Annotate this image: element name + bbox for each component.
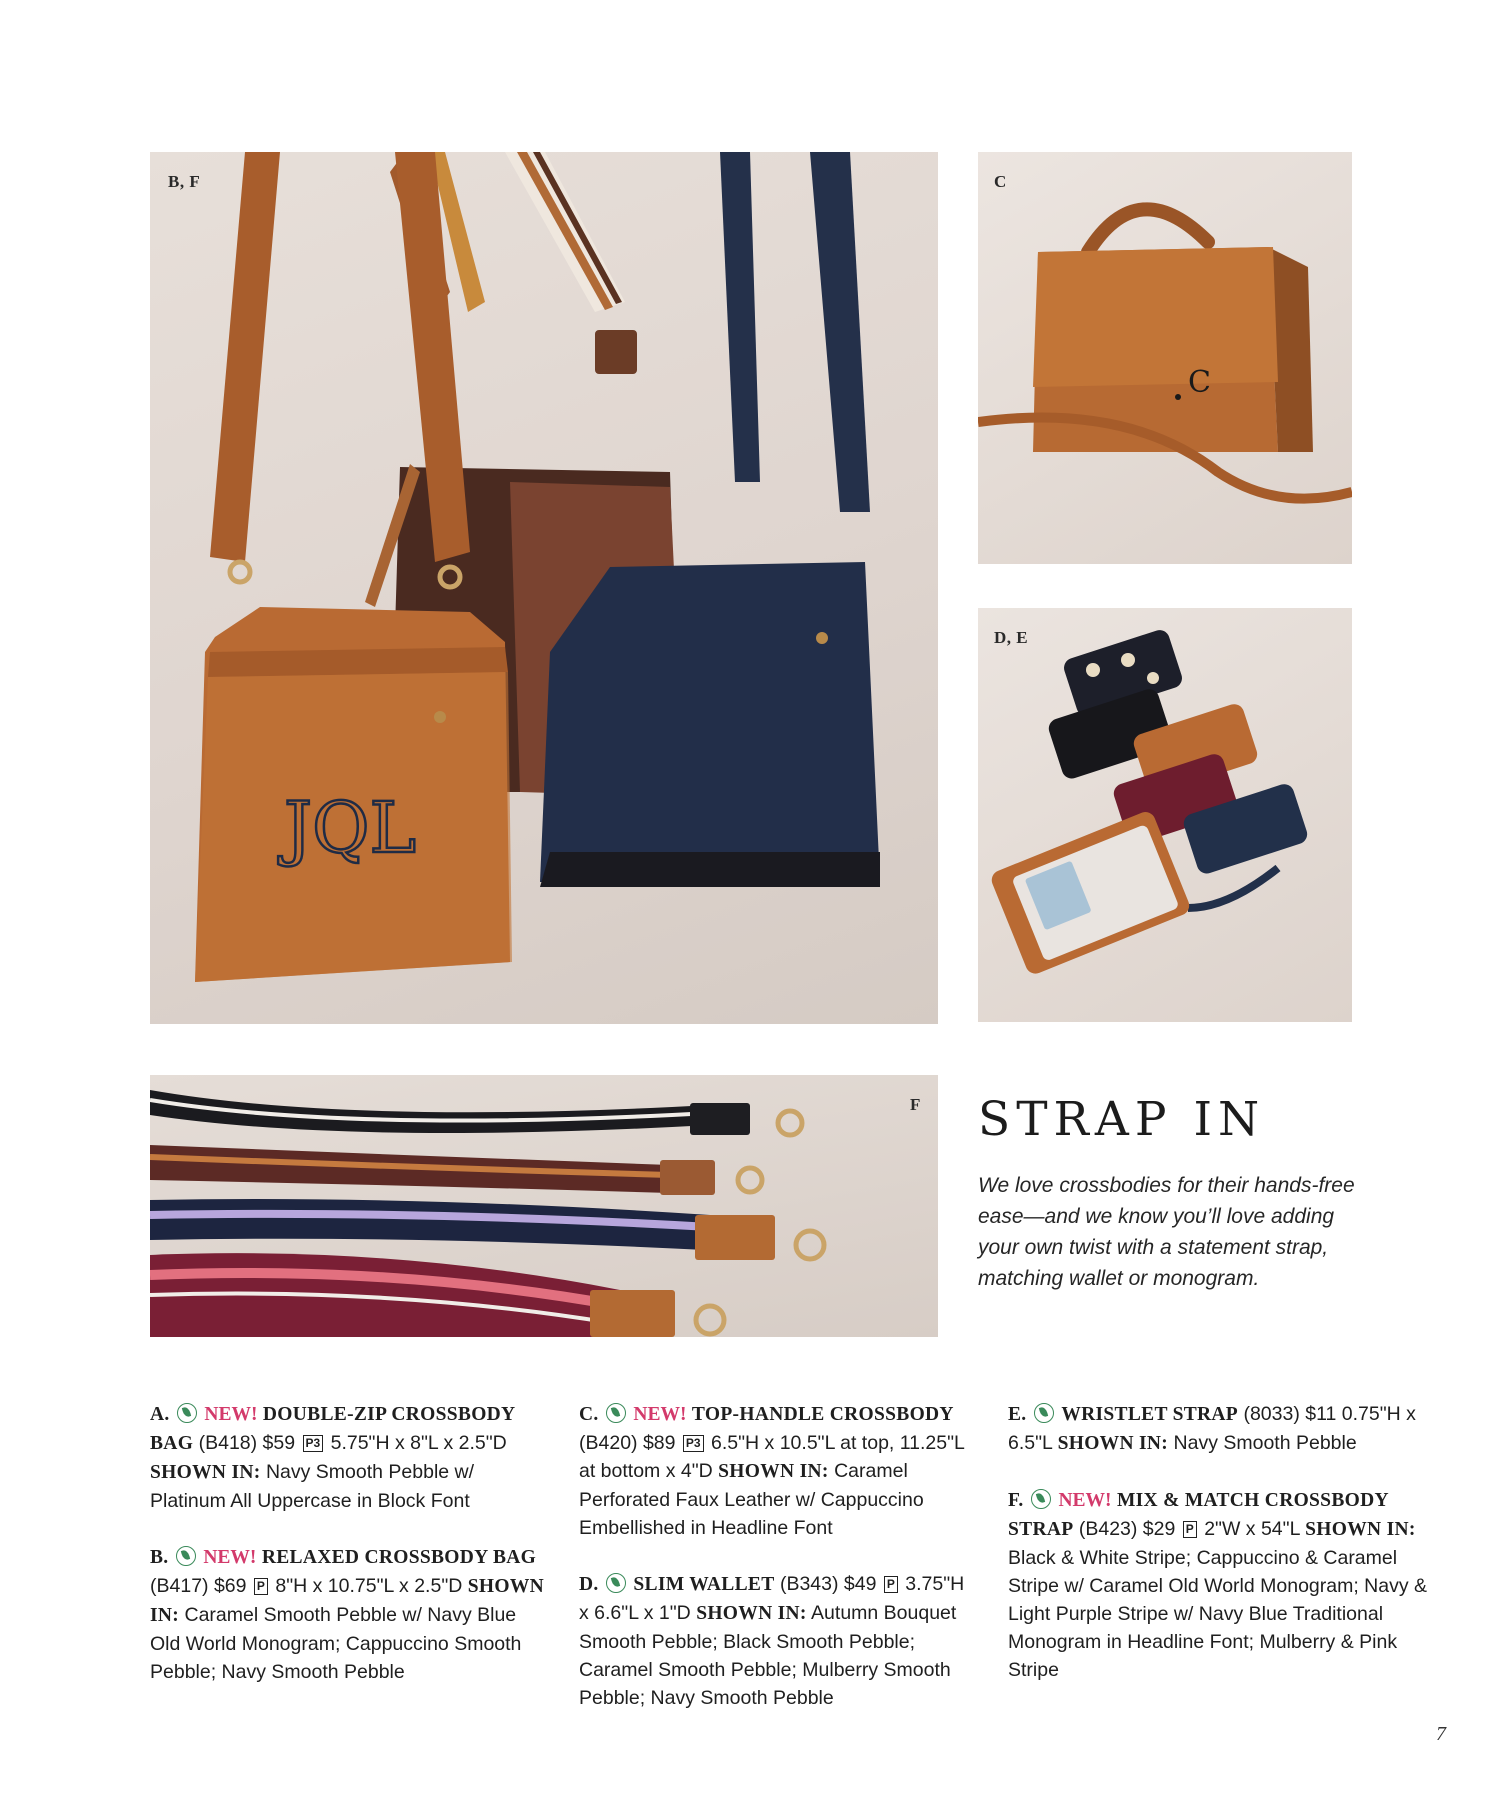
product-letter: C. [579,1404,599,1425]
product-dimensions: 5.75"H x 8"L x 2.5"D [330,1432,507,1454]
photo-top-handle-crossbody [978,152,1352,564]
product-entry-d [579,1570,979,1712]
product-entry-f [1008,1486,1428,1684]
photo-label: D, E [994,628,1029,647]
product-entry-e [1008,1400,1428,1458]
new-badge: NEW! [1058,1490,1112,1511]
product-code-price: (B417) $69 [150,1575,247,1597]
product-name: RELAXED CROSSBODY BAG [261,1547,537,1568]
product-letter: A. [150,1404,170,1425]
product-letter: E. [1008,1404,1027,1425]
page-number: 7 [1436,1723,1446,1745]
new-badge: NEW! [203,1547,257,1568]
personalization-badge: P3 [683,1435,704,1452]
product-dimensions: 3.75"H x 6.6"L x 1"D [579,1573,965,1624]
product-code-price: (B418) $59 [198,1432,296,1454]
product-dimensions: 0.75"H x 6.5"L [1008,1403,1416,1454]
shown-in-label: SHOWN IN: [150,1462,261,1483]
product-column-1 [150,1400,550,1714]
strap-monogram-tab [595,330,637,374]
product-shown-in: Caramel Perforated Faux Leather w/ Cappuccino Embellished in Headline Font [579,1460,924,1539]
section-intro: We love crossbodies for their hands-free ease—and we know you’ll love adding your own twist with a statement strap, matching wallet or monogram. [978,1174,1355,1290]
product-name: DOUBLE-ZIP CROSSBODY BAG [150,1404,515,1454]
product-entry-a [150,1400,550,1515]
product-dimensions: 8"H x 10.75"L x 2.5"D [275,1575,463,1597]
product-code-price: (8033) $11 [1243,1403,1337,1425]
product-shown-in: Caramel Smooth Pebble w/ Navy Blue Old World Monogram; Cappuccino Smooth Pebble; Navy Smooth Pebble [150,1604,522,1683]
bag-initial: C [1188,365,1211,400]
product-shown-in: Navy Smooth Pebble [1173,1432,1357,1454]
personalization-badge: P [1183,1521,1197,1538]
product-code-price: (B423) $29 [1078,1518,1176,1540]
slim-wallets-illustration [978,608,1352,1022]
photo-label: B, F [168,172,201,191]
eco-leaf-icon [1034,1403,1054,1423]
product-entry-c [579,1400,979,1542]
product-code-price: (B343) $49 [779,1573,877,1595]
eco-leaf-icon [606,1403,626,1423]
product-name: TOP-HANDLE CROSSBODY [691,1404,954,1425]
shown-in-label: SHOWN IN: [1057,1433,1169,1454]
product-shown-in: Navy Smooth Pebble w/ Platinum All Uppercase in Block Font [150,1461,475,1512]
section-headline: STRAP IN [978,1092,1266,1147]
eco-leaf-icon [176,1546,196,1566]
photo-slim-wallets [978,608,1352,1022]
crossbody-bags-illustration [150,152,938,1024]
product-dimensions: 6.5"H x 10.5"L at top, 11.25"L at bottom x 4"D [579,1432,965,1482]
product-shown-in: Black & White Stripe; Cappuccino & Caramel Stripe w/ Caramel Old World Monogram; Navy & Light Purple Stripe w/ Navy Blue Traditional Monogram in Headline Font; Mulberry & Pink Stripe [1008,1547,1428,1681]
crossbody-straps-illustration [150,1075,938,1337]
product-letter: B. [150,1547,169,1568]
product-name: WRISTLET STRAP [1061,1404,1239,1425]
photo-label: F [910,1095,921,1114]
new-badge: NEW! [204,1404,258,1425]
product-entry-b [150,1543,550,1686]
product-column-3 [1008,1400,1428,1712]
product-shown-in: Autumn Bouquet Smooth Pebble; Black Smooth Pebble; Caramel Smooth Pebble; Mulberry Smooth Pebble; Navy Smooth Pebble [579,1602,957,1709]
shown-in-label: SHOWN IN: [718,1461,829,1482]
shown-in-label: SHOWN IN: [696,1603,807,1624]
bag-monogram: JQL [284,787,416,869]
product-letter: D. [579,1574,599,1595]
personalization-badge: P3 [303,1435,324,1452]
shown-in-label: SHOWN IN: [150,1576,545,1626]
eco-leaf-icon [177,1403,197,1423]
photo-crossbody-straps [150,1075,938,1337]
eco-leaf-icon [606,1573,626,1593]
product-dimensions: 2"W x 54"L [1204,1518,1300,1540]
photo-crossbody-bags [150,152,938,1024]
shown-in-label: SHOWN IN: [1305,1519,1416,1540]
eco-leaf-icon [1031,1489,1051,1509]
new-badge: NEW! [633,1404,687,1425]
photo-label: C [994,172,1007,191]
product-letter: F. [1008,1490,1024,1511]
product-code-price: (B420) $89 [579,1432,676,1454]
top-handle-crossbody-illustration [978,152,1352,564]
product-name: SLIM WALLET [633,1574,775,1595]
product-name: MIX & MATCH CROSSBODY STRAP [1008,1490,1389,1540]
personalization-badge: P [884,1576,898,1593]
product-column-2 [579,1400,979,1740]
personalization-badge: P [254,1578,268,1595]
